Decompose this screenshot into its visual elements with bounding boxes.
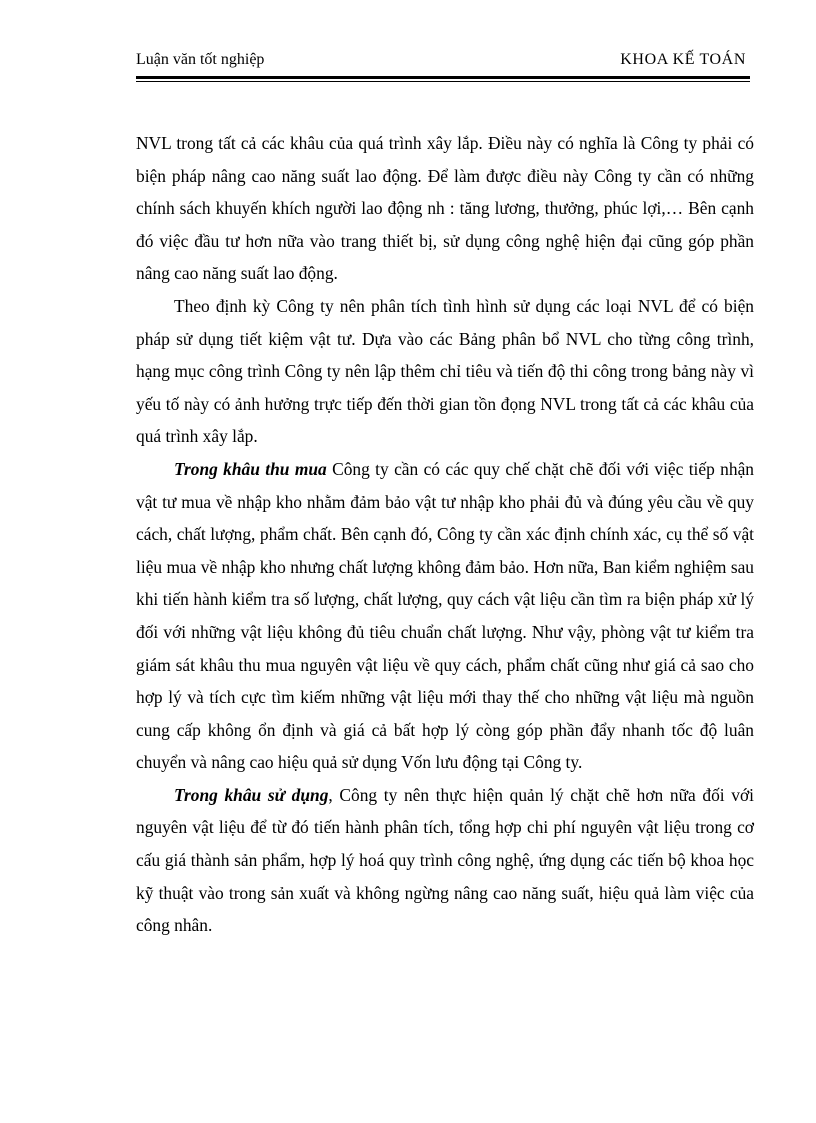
page-header — [136, 48, 748, 74]
header-divider — [136, 76, 750, 79]
paragraph-3-text: Công ty cần có các quy chế chặt chẽ đối với việc tiếp nhận vật tư mua về nhập kho nhằm đảm bảo vật tư nhập kho phải đủ và đúng yêu cầu về quy cách, chất lượng, phẩm chất. Bên cạnh đó, Công ty cần xác định chính xác, cụ thể số vật liệu mua về nhập kho nhưng chất lượng không đảm bảo. Hơn nữa, Ban kiểm nghiệm sau khi tiến hành kiểm tra số lượng, chất lượng, quy cách vật liệu cần tìm ra biện pháp xử lý đối với những vật liệu không đủ tiêu chuẩn chất lượng. Như vậy, phòng vật tư kiểm tra giám sát khâu thu mua nguyên vật liệu về quy cách, phẩm chất cũng như giá cả sao cho hợp lý và tích cực tìm kiếm những vật liệu mới thay thế cho những vật liệu mà nguồn cung cấp không ổn định và giá cả bất hợp lý còng góp phần đẩy nhanh tốc độ luân chuyển và nâng cao hiệu quả sử dụng Vốn lưu động tại Công ty. — [136, 458, 754, 773]
header-thesis-label: Luận văn tốt nghiệp — [136, 51, 265, 68]
paragraph-1-text: NVL trong tất cả các khâu của quá trình xây lắp. Điều này có nghĩa là Công ty phải có biện pháp nâng cao năng suất lao động. Để làm được điều này Công ty cần có những chính sách khuyến khích người lao động nh : tăng lương, thưởng, phúc lợi,… Bên cạnh đó việc đầu tư hơn nữa vào trang thiết bị, sử dụng công nghệ hiện đại cũng góp phần nâng cao năng suất lao động. — [136, 133, 754, 284]
paragraph-1 — [136, 127, 754, 290]
paragraph-3 — [136, 453, 754, 779]
paragraph-2-text: Theo định kỳ Công ty nên phân tích tình hình sử dụng các loại NVL để có biện pháp sử dụng tiết kiệm vật tư. Dựa vào các Bảng phân bổ NVL cho từng công trình, hạng mục công trình Công ty nên lập thêm chỉ tiêu và tiến độ thi công trong bảng này vì yếu tố này có ảnh hưởng trực tiếp đến thời gian tồn đọng NVL trong tất cả các khâu của quá trình xây lắp. — [136, 295, 754, 447]
document-body — [136, 127, 754, 942]
paragraph-3-lead: Trong khâu thu mua — [174, 458, 327, 479]
paragraph-4-text: , Công ty nên thực hiện quản lý chặt chẽ hơn nữa đối với nguyên vật liệu để từ đó tiến hành phân tích, tổng hợp chi phí nguyên vật liệu trong cơ cấu giá thành sản phẩm, hợp lý hoá quy trình công nghệ, ứng dụng các tiến bộ khoa học kỹ thuật vào trong sản xuất và không ngừng nâng cao năng suất, hiệu quả làm việc của công nhân. — [136, 784, 754, 936]
paragraph-4-lead: Trong khâu sử dụng — [174, 784, 329, 805]
paragraph-2 — [136, 290, 754, 453]
paragraph-4 — [136, 779, 754, 942]
header-faculty-label: KHOA KẾ TOÁN — [620, 51, 746, 68]
